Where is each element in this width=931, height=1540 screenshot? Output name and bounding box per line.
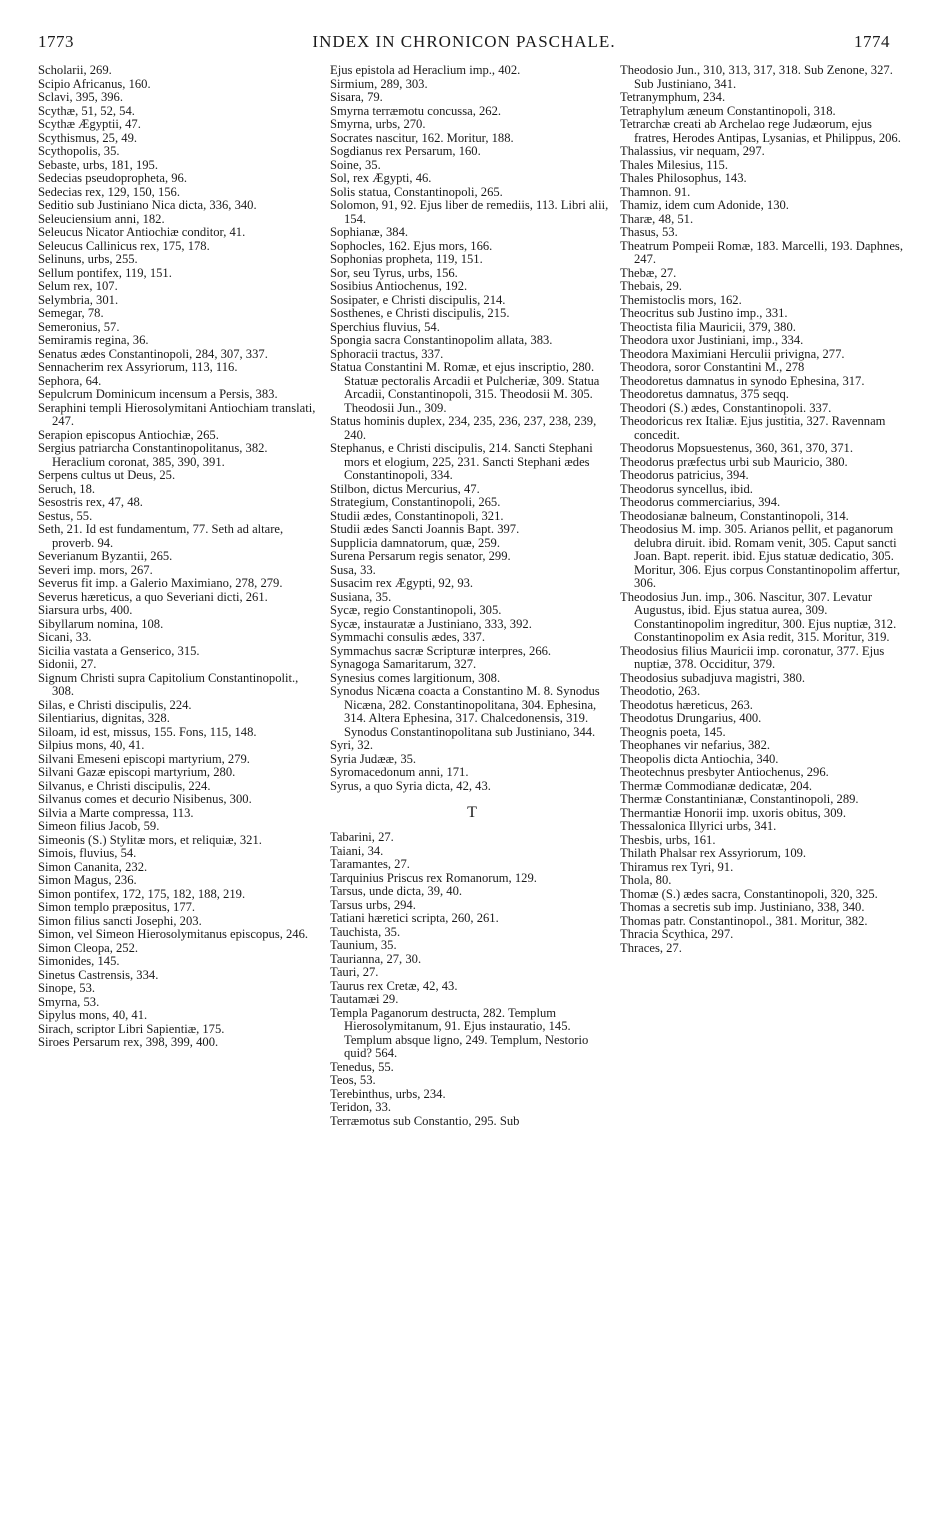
section-letter-heading: T: [467, 804, 477, 821]
index-entry: Sicani, 33.: [38, 630, 92, 644]
index-entry: Silvia a Marte compressa, 113.: [38, 805, 194, 820]
index-entry: Sedecias pseudopropheta, 96.: [38, 171, 187, 185]
index-entry: Tetrarchæ creati ab Archelao rege Judæorum, ejus fratres, Herodes Antipas, Lysanias, et Philippus, 206.: [620, 117, 901, 145]
index-entry: Syri, 32.: [330, 738, 374, 752]
index-entry: Serpens cultus ut Deus, 25.: [38, 468, 176, 482]
index-entry: Theodoretus damnatus in synodo Ephesina, 317.: [620, 373, 865, 388]
index-entry: Theodora, soror Constantini M., 278: [620, 360, 805, 374]
index-entry: Thermantiæ Honorii imp. uxoris obitus, 309.: [620, 805, 846, 820]
index-entry: Seth, 21. Id est fundamentum, 77. Seth ad altare, proverb. 94.: [38, 522, 284, 550]
index-entry: Theodotus Drungarius, 400.: [620, 711, 762, 725]
index-entry: Tautamæi 29.: [330, 992, 399, 1006]
index-entry: Scholarii, 269.: [38, 63, 112, 77]
index-entry: Serapion episcopus Antiochiæ, 265.: [38, 427, 219, 442]
index-entry: Supplicia damnatorum, quæ, 259.: [330, 535, 500, 550]
index-entry: Sisara, 79.: [330, 90, 383, 104]
index-entry: Theodosianæ balneum, Constantinopoli, 314.: [620, 508, 849, 523]
index-column-1: [38, 64, 322, 1050]
index-entry: Taurianna, 27, 30.: [330, 951, 422, 966]
index-entry: Sibyllarum nomina, 108.: [38, 616, 164, 631]
index-entry: Thomas patr. Constantinopol., 381. Moritur, 382.: [620, 913, 868, 928]
index-entry: Theodorus præfectus urbi sub Mauricio, 380.: [620, 454, 848, 469]
index-entry: Sephora, 64.: [38, 373, 102, 388]
index-entry: Susiana, 35.: [330, 589, 392, 604]
index-entry: Terræmotus sub Constantio, 295. Sub: [330, 1113, 520, 1128]
index-entry: Ejus epistola ad Heraclium imp., 402.: [330, 63, 521, 77]
index-entry: Teos, 53.: [330, 1073, 376, 1087]
index-entry: Sycæ, regio Constantinopoli, 305.: [330, 603, 502, 617]
index-entry: Themistoclis mors, 162.: [620, 292, 742, 307]
index-entry: Theodorus Mopsuestenus, 360, 361, 370, 371.: [620, 441, 853, 455]
index-entry: Soine, 35.: [330, 157, 381, 172]
index-entry: Thomas a secretis sub imp. Justiniano, 338, 340.: [620, 900, 865, 914]
index-entry: Severus fit imp. a Galerio Maximiano, 278, 279.: [38, 576, 283, 590]
index-entry: Severianum Byzantii, 265.: [38, 549, 173, 563]
index-entry: Theodorus syncellus, ibid.: [620, 481, 753, 496]
index-entry: Seleuciensium anni, 182.: [38, 211, 165, 226]
index-entry: Theocritus sub Justino imp., 331.: [620, 306, 788, 320]
index-entry: Tarquinius Priscus rex Romanorum, 129.: [330, 870, 537, 885]
index-entry: Severi imp. mors, 267.: [38, 562, 153, 577]
index-entry: Senatus ædes Constantinopoli, 284, 307, 337.: [38, 346, 268, 361]
index-entry: Sycæ, instauratæ a Justiniano, 333, 392.: [330, 616, 532, 631]
index-entry: Sophocles, 162. Ejus mors, 166.: [330, 238, 493, 253]
index-entry: Solis statua, Constantinopoli, 265.: [330, 184, 503, 199]
index-entry: Theodosio Jun., 310, 313, 317, 318. Sub Zenone, 327. Sub Justiniano, 341.: [620, 63, 893, 91]
index-entry: Thalassius, vir nequam, 297.: [620, 144, 765, 158]
index-entry: Seleucus Callinicus rex, 175, 178.: [38, 238, 210, 253]
page-number-right: 1774: [854, 32, 890, 51]
index-entry: Sestus, 55.: [38, 508, 93, 523]
index-entry: Socrates nascitur, 162. Moritur, 188.: [330, 130, 514, 145]
index-entry: Seditio sub Justiniano Nica dicta, 336, 340.: [38, 198, 257, 212]
index-entry: Theatrum Pompeii Romæ, 183. Marcelli, 193. Daphnes, 247.: [620, 238, 903, 266]
index-entry: Smyrna, 53.: [38, 994, 100, 1009]
index-entry: Smyrna, urbs, 270.: [330, 117, 426, 131]
index-entry: Theodotio, 263.: [620, 684, 701, 698]
index-entry: Thermæ Commodianæ dedicatæ, 204.: [620, 778, 813, 793]
index-entry: Theodotus hæreticus, 263.: [620, 697, 753, 712]
index-entry: Syrus, a quo Syria dicta, 42, 43.: [330, 778, 491, 793]
index-entry: Theodosius M. imp. 305. Arianos pellit, et paganorum delubra diruit. ibid. Romam venit, 305. Caput sancti Joan. Bapt. reperit. ibid. Ejus statuæ dedicatio, 305. Moritur, 306. Ejus corpus Constantinopolim affertur, 306.: [620, 522, 900, 590]
index-entry: Selymbria, 301.: [38, 292, 119, 307]
index-entry: Theopolis dicta Antiochia, 340.: [620, 751, 779, 766]
index-entry: Siarsura urbs, 400.: [38, 603, 133, 617]
index-entry: Sosthenes, e Christi discipulis, 215.: [330, 306, 510, 320]
index-entry: Simon pontifex, 172, 175, 182, 188, 219.: [38, 886, 246, 901]
index-entry: Tarsus, unde dicta, 39, 40.: [330, 884, 463, 898]
index-entry: Statua Constantini M. Romæ, et ejus inscriptio, 280. Statuæ pectoralis Arcadii et Pulcheriæ, 309. Statua Arcadii, Constantinopoli, 315. Theodosii M. 305. Theodosii Jun., 309.: [330, 360, 600, 415]
index-entry: Simonides, 145.: [38, 954, 120, 968]
index-entry: Tarsus urbs, 294.: [330, 897, 416, 912]
index-entry: Seruch, 18.: [38, 481, 96, 496]
index-entry: Selinuns, urbs, 255.: [38, 252, 138, 266]
index-entry: Silvanus, e Christi discipulis, 224.: [38, 778, 211, 793]
index-entry: Sclavi, 395, 396.: [38, 90, 124, 104]
index-entry: Simeonis (S.) Stylitæ mors, et reliquiæ, 321.: [38, 832, 262, 847]
index-entry: Syria Judææ, 35.: [330, 751, 417, 766]
index-entry: Teridon, 33.: [330, 1100, 392, 1114]
index-entry: Thraces, 27.: [620, 940, 682, 955]
index-entry: Theodora Maximiani Herculii privigna, 277.: [620, 346, 845, 361]
index-entry: Thola, 80.: [620, 873, 672, 887]
index-entry: Theodora uxor Justiniani, imp., 334.: [620, 333, 804, 347]
index-entry: Scythismus, 25, 49.: [38, 130, 138, 145]
index-entry: Thamnon. 91.: [620, 184, 691, 199]
index-entry: Taiani, 34.: [330, 843, 384, 858]
index-column-3: [620, 64, 904, 955]
index-entry: Silpius mons, 40, 41.: [38, 738, 145, 752]
index-entry: Semiramis regina, 36.: [38, 333, 149, 347]
index-entry: Sphoracii tractus, 337.: [330, 346, 444, 361]
index-entry: Scythopolis, 35.: [38, 144, 120, 158]
index-entry: Sirach, scriptor Libri Sapientiæ, 175.: [38, 1021, 225, 1036]
index-entry: Theognis poeta, 145.: [620, 724, 726, 739]
index-entry: Thales Philosophus, 143.: [620, 171, 747, 185]
index-entry: Silvanus comes et decurio Nisibenus, 300.: [38, 792, 252, 806]
index-entry: Templa Paganorum destructa, 282. Templum Hierosolymitanum, 91. Ejus instauratio, 145. Templum absque ligno, 249. Templum, Nestorio quid? 564.: [330, 1005, 589, 1060]
index-entry: Tetraphylum æneum Constantinopoli, 318.: [620, 103, 836, 118]
index-entry: Sebaste, urbs, 181, 195.: [38, 157, 158, 172]
index-entry: Silentiarius, dignitas, 328.: [38, 711, 170, 725]
index-entry: Sor, seu Tyrus, urbs, 156.: [330, 265, 458, 280]
index-entry: Tetranymphum, 234.: [620, 90, 726, 104]
index-entry: Tauchista, 35.: [330, 924, 401, 939]
index-entry: Siloam, id est, missus, 155. Fons, 115, 148.: [38, 724, 257, 739]
index-entry: Thesbis, urbs, 161.: [620, 832, 716, 847]
index-entry: Simon Magus, 236.: [38, 873, 137, 887]
index-entry: Taramantes, 27.: [330, 857, 410, 871]
index-entry: Susa, 33.: [330, 562, 376, 577]
index-entry: Silvani Emeseni episcopi martyrium, 279.: [38, 751, 250, 766]
index-entry: Sennacherim rex Assyriorum, 113, 116.: [38, 360, 238, 374]
index-entry: Sipylus mons, 40, 41.: [38, 1008, 148, 1022]
index-entry: Symmachus sacræ Scripturæ interpres, 266.: [330, 643, 552, 658]
index-entry: Tatiani hæretici scripta, 260, 261.: [330, 911, 499, 925]
index-entry: Sergius patriarcha Constantinopolitanus, 382. Heraclium coronat, 385, 390, 391.: [38, 441, 268, 469]
index-entry: Solomon, 91, 92. Ejus liber de remediis, 113. Libri alii, 154.: [330, 198, 609, 226]
index-entry: Sepulcrum Dominicum incensum a Persis, 383.: [38, 387, 278, 401]
index-entry: Scythæ Ægyptii, 47.: [38, 117, 141, 131]
index-entry: Semegar, 78.: [38, 306, 104, 320]
index-entry: Thales Milesius, 115.: [620, 157, 728, 172]
index-entry: Theodosius filius Mauricii imp. coronatur, 377. Ejus nuptiæ, 378. Occiditur, 379.: [620, 643, 885, 671]
index-entry: Synagoga Samaritarum, 327.: [330, 657, 477, 671]
page-header: [38, 32, 890, 54]
index-entry: Scipio Africanus, 160.: [38, 76, 151, 91]
page-number-left: 1773: [38, 32, 74, 51]
index-entry: Sinope, 53.: [38, 981, 96, 995]
index-entry: Theodorus commerciarius, 394.: [620, 495, 781, 509]
index-entry: Smyrna terræmotu concussa, 262.: [330, 103, 502, 118]
index-entry: Simon filius sancti Josephi, 203.: [38, 913, 202, 928]
index-entry: Sophianæ, 384.: [330, 225, 409, 239]
index-entry: Sol, rex Ægypti, 46.: [330, 171, 432, 185]
index-entry: Simon Cananita, 232.: [38, 859, 148, 874]
index-entry: Thamiz, idem cum Adonide, 130.: [620, 198, 789, 212]
index-entry: Thiramus rex Tyri, 91.: [620, 859, 734, 874]
index-entry: Sicilia vastata a Genserico, 315.: [38, 643, 200, 658]
index-entry: Thessalonica Illyrici urbs, 341.: [620, 819, 777, 833]
index-entry: Synodus Nicæna coacta a Constantino M. 8. Synodus Nicæna, 282. Constantinopolitana, 304. Ephesina, 314. Altera Ephesina, 317. Chalcedonensis, 319. Synodus Constantinopolitana sub Justiniano, 344.: [330, 684, 600, 739]
index-entry: Thracia Scythica, 297.: [620, 927, 734, 941]
index-entry: Simois, fluvius, 54.: [38, 846, 137, 860]
index-entry: Scythæ, 51, 52, 54.: [38, 103, 135, 118]
index-entry: Tauri, 27.: [330, 965, 379, 979]
index-entry: Tabarini, 27.: [330, 830, 394, 844]
index-entry: Stephanus, e Christi discipulis, 214. Sancti Stephani mors et elogium, 225, 231. Sancti Stephani ædes Constantinopoli, 334.: [330, 441, 593, 482]
index-entry: Sidonii, 27.: [38, 657, 97, 671]
index-entry: Theoctista filia Mauricii, 379, 380.: [620, 319, 796, 334]
index-entry: Seraphini templi Hierosolymitani Antiochiam translati, 247.: [38, 400, 316, 428]
index-entry: Sosipater, e Christi discipulis, 214.: [330, 292, 506, 307]
index-entry: Stilbon, dictus Mercurius, 47.: [330, 481, 480, 496]
index-entry: Simon, vel Simeon Hierosolymitanus episcopus, 246.: [38, 927, 309, 941]
index-entry: Theotechnus presbyter Antiochenus, 296.: [620, 765, 829, 779]
index-entry: Tenedus, 55.: [330, 1059, 394, 1074]
index-entry: Strategium, Constantinopoli, 265.: [330, 495, 501, 509]
index-entry: Theodori (S.) ædes, Constantinopoli. 337.: [620, 400, 832, 415]
index-entry: Simon Cleopa, 252.: [38, 940, 139, 955]
index-entry: Semeronius, 57.: [38, 319, 120, 334]
index-entry: Siroes Persarum rex, 398, 399, 400.: [38, 1035, 219, 1049]
index-entry: Studii ædes, Constantinopoli, 321.: [330, 508, 504, 523]
index-entry: Symmachi consulis ædes, 337.: [330, 630, 485, 644]
index-entry: Thasus, 53.: [620, 225, 678, 239]
index-entry: Taunium, 35.: [330, 938, 397, 952]
index-entry: Selum rex, 107.: [38, 279, 118, 293]
index-entry: Theodosius Jun. imp., 306. Nascitur, 307. Levatur Augustus, ibid. Ejus statua aurea, 309. Constantinopolim ingreditur, 300. Ejus nuptiæ, 312. Constantinopolim ex Asia redit, 315. Moritur, 319.: [620, 589, 897, 644]
index-entry: Taurus rex Cretæ, 42, 43.: [330, 978, 458, 993]
index-entry: Sedecias rex, 129, 150, 156.: [38, 184, 180, 199]
index-entry: Synesius comes largitionum, 308.: [330, 670, 501, 685]
index-entry: Signum Christi supra Capitolium Constantinopolit., 308.: [38, 670, 299, 698]
index-entry: Status hominis duplex, 234, 235, 236, 237, 238, 239, 240.: [330, 414, 597, 442]
index-entry: Tharæ, 48, 51.: [620, 211, 694, 226]
index-entry: Silas, e Christi discipulis, 224.: [38, 697, 192, 712]
index-entry: Syromacedonum anni, 171.: [330, 765, 469, 779]
index-entry: Theophanes vir nefarius, 382.: [620, 738, 771, 752]
index-entry: Theodoretus damnatus, 375 seqq.: [620, 387, 789, 401]
index-entry: Severus hæreticus, a quo Severiani dicti, 261.: [38, 589, 268, 604]
index-entry: Silvani Gazæ episcopi martyrium, 280.: [38, 765, 236, 779]
index-entry: Thilath Phalsar rex Assyriorum, 109.: [620, 846, 807, 860]
index-entry: Sosibius Antiochenus, 192.: [330, 279, 468, 293]
index-entry: Sesostris rex, 47, 48.: [38, 495, 143, 509]
index-entry: Simon templo præpositus, 177.: [38, 900, 196, 914]
index-entry: Theodosius subadjuva magistri, 380.: [620, 670, 806, 685]
index-entry: Surena Persarum regis senator, 299.: [330, 549, 511, 563]
index-entry: Terebinthus, urbs, 234.: [330, 1086, 446, 1101]
index-entry: Spongia sacra Constantinopolim allata, 383.: [330, 333, 553, 347]
index-entry: Sinetus Castrensis, 334.: [38, 967, 159, 982]
index-entry: Theodoricus rex Italiæ. Ejus justitia, 327. Ravennam concedit.: [620, 414, 886, 442]
index-entry: Sirmium, 289, 303.: [330, 76, 428, 91]
index-entry: Sophonias propheta, 119, 151.: [330, 252, 483, 266]
index-entry: Thebæ, 27.: [620, 265, 677, 280]
index-entry: Thebais, 29.: [620, 279, 682, 293]
index-entry: Seleucus Nicator Antiochiæ conditor, 41.: [38, 225, 246, 239]
index-entry: Sogdianus rex Persarum, 160.: [330, 144, 481, 158]
index-entry: Sellum pontifex, 119, 151.: [38, 265, 172, 280]
index-entry: Simeon filius Jacob, 59.: [38, 819, 160, 833]
index-column-2: [330, 64, 614, 1128]
index-entry: Thermæ Constantinianæ, Constantinopoli, 289.: [620, 792, 859, 806]
index-entry: Sperchius fluvius, 54.: [330, 319, 440, 334]
index-entry: Theodorus patricius, 394.: [620, 468, 749, 482]
index-entry: Susacim rex Ægypti, 92, 93.: [330, 576, 474, 590]
page-title: INDEX IN CHRONICON PASCHALE.: [312, 32, 616, 51]
index-entry: Studii ædes Sancti Joannis Bapt. 397.: [330, 522, 520, 536]
index-entry: Thomæ (S.) ædes sacra, Constantinopoli, 320, 325.: [620, 886, 878, 901]
